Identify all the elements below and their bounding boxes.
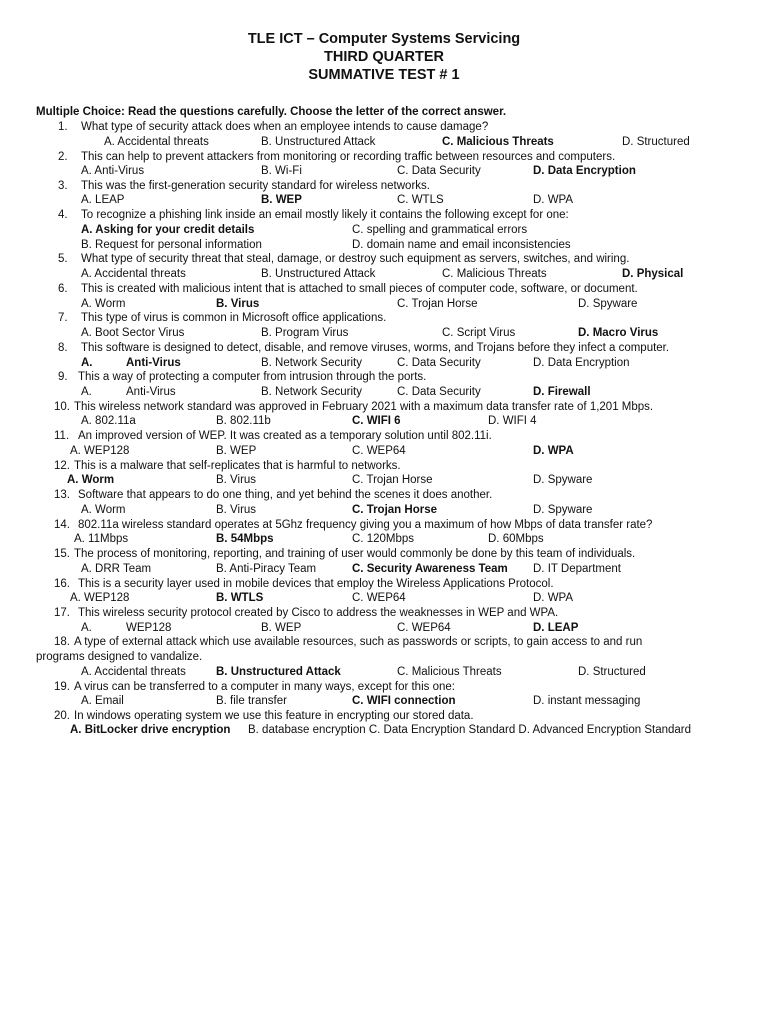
- question-number: 8.: [58, 342, 68, 354]
- question-text: The process of monitoring, reporting, and training of user would commonly be done by this team of individuals.: [74, 548, 636, 560]
- quarter-label: THIRD QUARTER: [323, 49, 445, 65]
- question-number: 16.: [54, 578, 70, 590]
- choice-c: C. WEP64: [397, 622, 451, 634]
- choice-d: D. Data Encryption: [533, 357, 630, 369]
- choice-d: D. domain name and email inconsistencies: [352, 239, 571, 251]
- choice-b: B. Network Security: [261, 357, 362, 369]
- choice-a: Anti-Virus: [126, 386, 176, 398]
- choice-b: B. Network Security: [261, 386, 362, 398]
- question-text: 802.11a wireless standard operates at 5Ghz frequency giving you a maximum of how Mbps of data transfer rate?: [78, 519, 653, 531]
- choice-d: D. Spyware: [533, 504, 593, 516]
- choice-a: A. Accidental threats: [81, 268, 186, 280]
- choice-d-correct: D. LEAP: [533, 622, 579, 634]
- question-number: 6.: [58, 283, 68, 295]
- choice-c: C. WEP64: [352, 592, 406, 604]
- choice-c: C. Malicious Threats: [397, 666, 502, 678]
- choice-b: B. Program Virus: [261, 327, 349, 339]
- choice-a: A. LEAP: [81, 194, 125, 206]
- question-text: A virus can be transferred to a computer in many ways, except for this one:: [74, 681, 455, 693]
- choice-b: B. Wi-Fi: [261, 165, 302, 177]
- question-text: This a way of protecting a computer from intrusion through the ports.: [78, 371, 427, 383]
- question-number: 13.: [54, 489, 70, 501]
- choice-a: A. Boot Sector Virus: [81, 327, 185, 339]
- choice-c: C. Data Security: [397, 386, 481, 398]
- question-number: 12.: [54, 460, 70, 472]
- choice-d: D. Spyware: [533, 474, 593, 486]
- choice-a: A. Email: [81, 695, 124, 707]
- choice-b-correct: B. Unstructured Attack: [216, 666, 341, 678]
- question-text: This can help to prevent attackers from monitoring or recording traffic between resources and computers.: [81, 151, 616, 163]
- choice-a: A. 802.11a: [81, 415, 136, 427]
- question-number: 5.: [58, 253, 68, 265]
- question-number: 2.: [58, 151, 68, 163]
- choice-d: D. IT Department: [533, 563, 621, 575]
- question-text: A type of external attack which use available resources, such as passwords or scripts, to gain access to and run: [74, 636, 643, 648]
- choice-d: D. Structured: [578, 666, 646, 678]
- question-number: 3.: [58, 180, 68, 192]
- choice-b: B. Virus: [216, 474, 257, 486]
- choice-a: A. Accidental threats: [104, 136, 209, 148]
- choice-b-correct: B. WEP: [261, 194, 302, 206]
- question-text: This is created with malicious intent that is attached to small pieces of computer code, software, or document.: [81, 283, 638, 295]
- choice-b: B. Anti-Piracy Team: [216, 563, 317, 575]
- choice-b: B. file transfer: [216, 695, 287, 707]
- choice-c-correct: C. Security Awareness Team: [352, 563, 508, 575]
- test-subtitle: SUMMATIVE TEST # 1: [308, 67, 460, 83]
- choice-b-correct: B. WTLS: [216, 592, 264, 604]
- choice-b: B. WEP: [216, 445, 257, 457]
- choice-b-correct: B. Virus: [216, 298, 260, 310]
- question-text-line2: programs designed to vandalize.: [36, 651, 203, 663]
- question-number: 7.: [58, 312, 68, 324]
- choice-d: D. 60Mbps: [488, 533, 544, 545]
- question-number: 1.: [58, 121, 68, 133]
- choice-d-correct: D. WPA: [533, 445, 574, 457]
- choice-c: C. Trojan Horse: [397, 298, 478, 310]
- choice-c: C. WTLS: [397, 194, 444, 206]
- question-number: 20.: [54, 710, 70, 722]
- choice-a-correct: A. Worm: [67, 474, 115, 486]
- question-text: To recognize a phishing link inside an email mostly likely it contains the following except for one:: [81, 209, 569, 221]
- question-text: This type of virus is common in Microsoft office applications.: [81, 312, 387, 324]
- question-text: Software that appears to do one thing, and yet behind the scenes it does another.: [78, 489, 493, 501]
- question-number: 17.: [54, 607, 70, 619]
- choice-a-correct: A. BitLocker drive encryption: [70, 724, 231, 736]
- choice-c-correct: C. Malicious Threats: [442, 136, 554, 148]
- choice-a: A. Accidental threats: [81, 666, 186, 678]
- choice-b-correct: B. 54Mbps: [216, 533, 274, 545]
- choice-b: B. Unstructured Attack: [261, 136, 376, 148]
- choice-d-correct: D. Firewall: [533, 386, 591, 398]
- choice-a-letter: A.: [81, 357, 93, 369]
- choice-c-correct: C. WIFI connection: [352, 695, 456, 707]
- choice-d: D. instant messaging: [533, 695, 641, 707]
- choice-c-correct: C. Trojan Horse: [352, 504, 437, 516]
- choice-d: D. WIFI 4: [488, 415, 537, 427]
- choice-c: C. Data Security: [397, 165, 481, 177]
- choice-c: C. spelling and grammatical errors: [352, 224, 528, 236]
- choice-a-correct: A. Asking for your credit details: [81, 224, 255, 236]
- question-text: This software is designed to detect, disable, and remove viruses, worms, and Trojans before they infect a computer.: [81, 342, 670, 354]
- question-number: 15.: [54, 548, 70, 560]
- choice-d-correct: D. Macro Virus: [578, 327, 659, 339]
- choice-d: D. Spyware: [578, 298, 638, 310]
- question-text: This is a malware that self-replicates that is harmful to networks.: [74, 460, 401, 472]
- choice-b: B. Unstructured Attack: [261, 268, 376, 280]
- question-text: This was the first-generation security standard for wireless networks.: [81, 180, 430, 192]
- choice-a-letter: A.: [81, 622, 92, 634]
- choice-c: C. Script Virus: [442, 327, 516, 339]
- choice-d: D. WPA: [533, 194, 574, 206]
- choice-b: B. WEP: [261, 622, 302, 634]
- choices-b-to-d: B. database encryption C. Data Encryption Standard D. Advanced Encryption Standard: [248, 724, 692, 736]
- question-number: 19.: [54, 681, 70, 693]
- choice-a: WEP128: [126, 622, 172, 634]
- choice-a: A. Anti-Virus: [81, 165, 145, 177]
- choice-a: A. DRR Team: [81, 563, 152, 575]
- choice-c: C. Malicious Threats: [442, 268, 547, 280]
- question-text: In windows operating system we use this feature in encrypting our stored data.: [74, 710, 474, 722]
- choice-c: C. WEP64: [352, 445, 406, 457]
- choice-a-correct: Anti-Virus: [126, 357, 181, 369]
- choice-a: A. Worm: [81, 298, 126, 310]
- choice-a: A. 11Mbps: [74, 533, 129, 545]
- question-number: 14.: [54, 519, 70, 531]
- document-header: [0, 30, 768, 84]
- question-number: 4.: [58, 209, 68, 221]
- choice-a: A. WEP128: [70, 592, 130, 604]
- choice-b: B. Request for personal information: [81, 239, 262, 251]
- choice-d: D. WPA: [533, 592, 574, 604]
- choice-c: C. Data Security: [397, 357, 481, 369]
- choice-a-letter: A.: [81, 386, 92, 398]
- choice-c-correct: C. WIFI 6: [352, 415, 401, 427]
- question-text: What type of security threat that steal, damage, or destroy such equipment as servers, switches, and wiring.: [81, 253, 630, 265]
- choice-c: C. 120Mbps: [352, 533, 415, 545]
- question-text: An improved version of WEP. It was created as a temporary solution until 802.11i.: [78, 430, 492, 442]
- choice-a: A. Worm: [81, 504, 126, 516]
- test-title: TLE ICT – Computer Systems Servicing: [247, 31, 521, 47]
- choice-c: C. Trojan Horse: [352, 474, 433, 486]
- question-text: This wireless security protocol created by Cisco to address the weaknesses in WEP and WPA.: [78, 607, 559, 619]
- choice-d-correct: D. Physical: [622, 268, 684, 280]
- question-number: 18.: [54, 636, 70, 648]
- choice-d-correct: D. Data Encryption: [533, 165, 636, 177]
- choice-d: D. Structured: [622, 136, 690, 148]
- question-text: This is a security layer used in mobile devices that employ the Wireless Applications Protocol.: [78, 578, 554, 590]
- question-text: What type of security attack does when an employee intends to cause damage?: [81, 121, 489, 133]
- question-number: 10.: [54, 401, 70, 413]
- choice-a: A. WEP128: [70, 445, 130, 457]
- instructions: Multiple Choice: Read the questions carefully. Choose the letter of the correct answer.: [36, 106, 507, 118]
- question-number: 11.: [54, 430, 70, 442]
- question-number: 9.: [58, 371, 68, 383]
- choice-b: B. Virus: [216, 504, 257, 516]
- choice-b: B. 802.11b: [216, 415, 271, 427]
- question-text: This wireless network standard was approved in February 2021 with a maximum data transfer rate of 1,201 Mbps.: [74, 401, 654, 413]
